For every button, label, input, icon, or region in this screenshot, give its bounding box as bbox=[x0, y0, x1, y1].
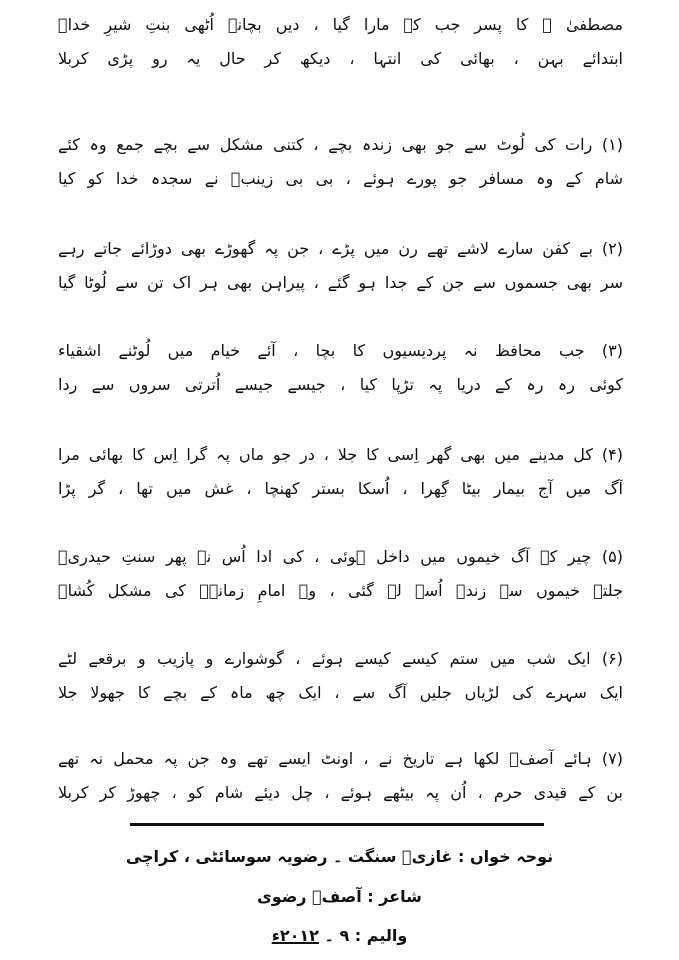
verse-line: کوئی رہ رہ کے دریا پہ تڑپا کیا ، جیسے جیسے اُترتی سروں سے ردا bbox=[58, 375, 623, 394]
stanza-6 bbox=[58, 642, 623, 710]
verse-line: (۳) جب محافظ نہ پردیسیوں کا بچا ، آئے خیام میں لُوٹنے اشقیاء bbox=[58, 341, 623, 360]
verse-line: بن کے قیدی حرم ، اُن پہ بیٹھے ہوئے ، چل دیئے شام کو ، چھوڑ کر کربلا bbox=[58, 783, 623, 802]
verse-line: (۷) ہائے آصفؔ لکھا ہے تاریخ نے ، اونٹ ایسے تھے وہ جن پہ محمل نہ تھے bbox=[58, 749, 623, 768]
volume-credit bbox=[0, 922, 679, 950]
verse-line: (۴) کل مدینے میں بھی گھر اِسی کا جلا ، در جو ماں پہ گرا اِس کا بھائی مرا bbox=[58, 445, 623, 464]
stanza-7 bbox=[58, 742, 623, 810]
verse-line: آگ میں آج بیمار بیٹا گِھرا ، اُسکا بستر کھنچا ، غش میں تھا ، گر پڑا bbox=[58, 479, 623, 498]
stanza-3 bbox=[58, 334, 623, 402]
verse-line: شام کے وہ مسافر جو پورے ہوئے ، بی بی زینبؑ نے سجدہ خدا کو کیا bbox=[58, 169, 623, 188]
verse-line: سر بھی جسموں سے جن کے جدا ہو گئے ، پیراہن بھی ہر اک تن سے لُوٹا گیا bbox=[58, 273, 623, 292]
stanza-5 bbox=[58, 540, 623, 608]
verse-line: مصطفیٰ ؐ کا پسر جب کے مارا گیا ، دیں بچانے اُٹھی بنتِ شیرِ خداؑ bbox=[58, 15, 623, 34]
volume-year: ۲۰۱۲ء bbox=[271, 926, 319, 945]
verse-line: (۶) ایک شب میں ستم کیسے کیسے ہوئے ، گوشوارے و پازیب و برقعے لٹے bbox=[58, 649, 623, 668]
verse-line: جلتے خیموں سے زندہ اُسے لے گئی ، وہ امامِ زمانہؑ کی مشکل کُشاؑ bbox=[58, 581, 623, 600]
reciter-credit: نوحہ خواں : غازیؑ سنگت ۔ رضویہ سوسائٹی ، کراچی bbox=[125, 847, 554, 866]
stanza-4 bbox=[58, 438, 623, 506]
verse-line: (۵) چیر کے آگ خیموں میں داخل ہوئی ، کی ادا اُس نے پھر سنتِ حیدریؑ bbox=[58, 547, 623, 566]
stanza-chorus bbox=[58, 8, 623, 76]
verse-line: (۱) رات کی لُوٹ سے جو بھی زندہ بچے ، کتنی مشکل سے بچے جمع وہ کئے bbox=[58, 135, 623, 154]
verse-line: (۲) بے کفن سارے لاشے تھے رن میں پڑے ، جن پہ گھوڑے بھی دوڑائے جاتے رہے bbox=[58, 239, 623, 258]
verse-line: ایک سہرے کی لڑیاں جلیں آگ سے ، ایک چھ ماہ کے بچے کا جھولا جلا bbox=[58, 683, 623, 702]
separator-rule bbox=[130, 823, 544, 826]
stanza-2 bbox=[58, 232, 623, 300]
volume-label: والیم : ۹ ۔ bbox=[324, 926, 408, 945]
verse-line: ابتدائے بہن ، بھائی کی انتہا ، دیکھ کر حال یہ رو پڑی کربلا bbox=[58, 49, 623, 68]
poet-credit: شاعر : آصفؔ رضوی bbox=[257, 887, 422, 906]
stanza-1 bbox=[58, 128, 623, 196]
